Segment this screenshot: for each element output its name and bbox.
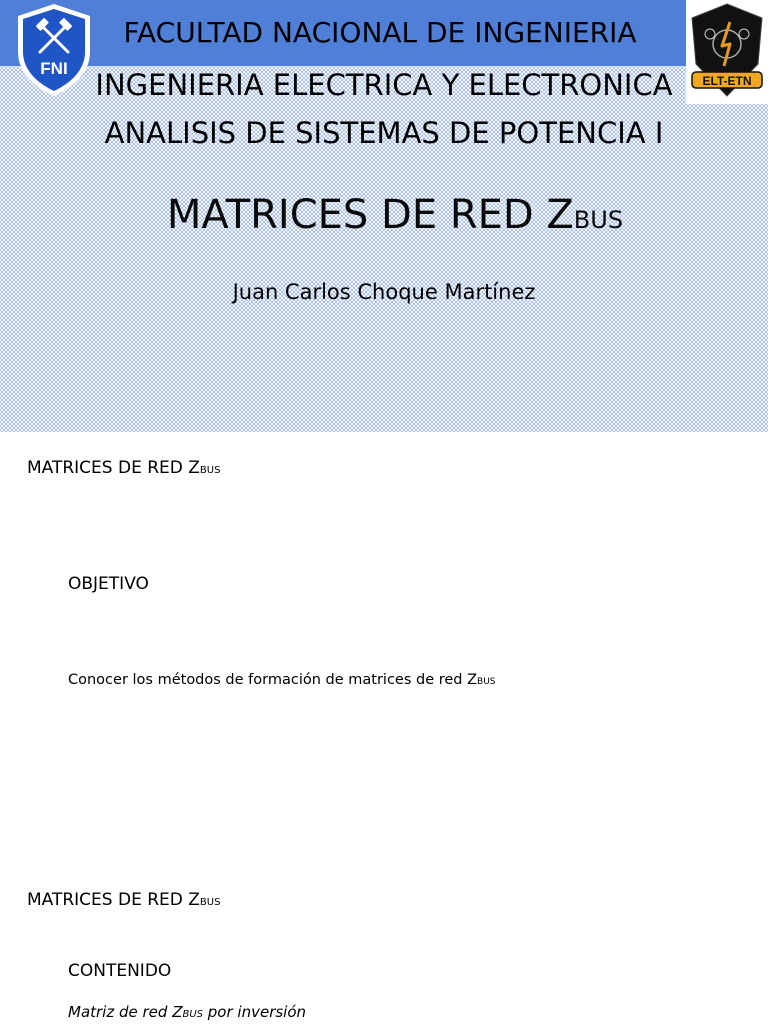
author-name: Juan Carlos Choque Martínez — [232, 280, 536, 304]
faculty-name: FACULTAD NACIONAL DE INGENIERIA — [123, 16, 637, 49]
title-slide — [0, 0, 768, 432]
elt-etn-logo-text: ELT-ETN — [702, 74, 752, 88]
content-item-subscript: BUS — [182, 1009, 204, 1020]
content-item — [68, 1003, 306, 1021]
heading-subscript: BUS — [199, 465, 221, 476]
title-subscript: BUS — [573, 206, 624, 234]
title-main: MATRICES DE RED Z — [166, 192, 574, 238]
content-label: CONTENIDO — [68, 961, 172, 981]
heading-subscript: BUS — [199, 897, 221, 908]
section-heading-objective — [27, 458, 220, 478]
heading-main: MATRICES DE RED Z — [27, 890, 200, 910]
objective-text-subscript: BUS — [477, 677, 496, 687]
fni-logo-text: FNI — [40, 59, 68, 78]
course-name: ANALISIS DE SISTEMAS DE POTENCIA I — [104, 116, 664, 150]
content-item-rest: por inversión — [203, 1003, 307, 1021]
section-heading-content — [27, 890, 220, 910]
objective-label: OBJETIVO — [68, 574, 149, 594]
objective-text-main: Conocer los métodos de formación de matrices de red Z — [68, 672, 478, 688]
career-name: INGENIERIA ELECTRICA Y ELECTRONICA — [95, 68, 673, 102]
content-item-main: Matriz de red Z — [68, 1003, 183, 1021]
presentation-title — [0, 192, 768, 238]
heading-main: MATRICES DE RED Z — [27, 458, 200, 478]
objective-text — [68, 672, 496, 688]
